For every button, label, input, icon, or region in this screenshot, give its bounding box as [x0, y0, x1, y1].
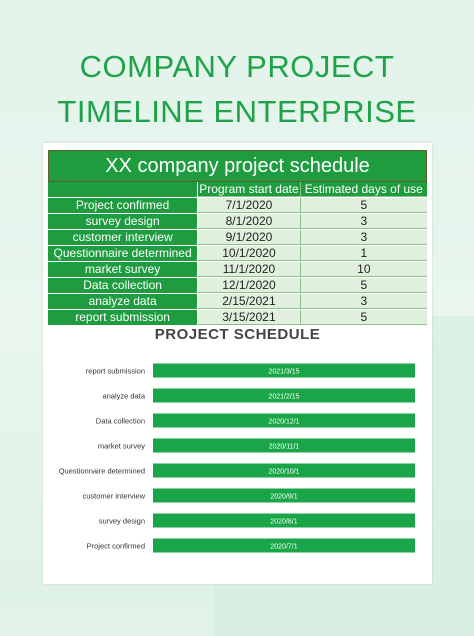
task-cell[interactable]: report submission	[48, 310, 198, 325]
days-cell[interactable]: 3	[301, 294, 427, 309]
task-cell[interactable]: survey design	[48, 214, 198, 229]
table-row	[48, 262, 427, 278]
bar-data-label: 2020/7/1	[270, 543, 298, 551]
start-date-cell[interactable]: 3/15/2021	[198, 310, 300, 325]
bar-data-label: 2021/2/15	[268, 393, 300, 401]
table-row	[48, 198, 427, 214]
start-date-cell[interactable]: 9/1/2020	[198, 230, 300, 245]
bar-data-label: 2021/3/15	[268, 368, 300, 376]
task-cell[interactable]: Data collection	[48, 278, 198, 293]
task-cell[interactable]: Project confirmed	[48, 198, 198, 213]
bar-data-label: 2020/9/1	[270, 493, 298, 501]
y-axis-category-label: Project confirmed	[86, 541, 145, 551]
table-row	[48, 278, 427, 294]
task-cell[interactable]: analyze data	[48, 294, 198, 309]
page-title-line-1: COMPANY PROJECT	[79, 49, 395, 84]
start-date-cell[interactable]: 2/15/2021	[198, 294, 300, 309]
bar-data-label: 2020/10/1	[268, 468, 300, 476]
days-cell[interactable]: 5	[301, 310, 427, 325]
table-header-row	[48, 182, 427, 198]
page-title-line-2: TIMELINE ENTERPRISE	[57, 94, 417, 129]
days-cell[interactable]: 3	[301, 230, 427, 245]
y-axis-category-label: analyze data	[102, 391, 145, 401]
page-title	[0, 44, 474, 134]
table-body	[48, 198, 427, 326]
y-axis-category-label: survey design	[98, 516, 145, 526]
schedule-table	[48, 150, 427, 326]
y-axis-category-label: Data collection	[95, 416, 145, 426]
header-cell-start-date[interactable]: Program start date	[198, 182, 300, 197]
header-cell-task[interactable]	[48, 182, 198, 197]
bar-data-label: 2020/8/1	[270, 518, 298, 526]
start-date-cell[interactable]: 7/1/2020	[198, 198, 300, 213]
days-cell[interactable]: 5	[301, 198, 427, 213]
days-cell[interactable]: 3	[301, 214, 427, 229]
y-axis-category-label: market survey	[97, 441, 145, 451]
chart-title: PROJECT SCHEDULE	[154, 326, 321, 343]
bar-data-label: 2020/12/1	[268, 418, 300, 426]
table-row	[48, 230, 427, 246]
days-cell[interactable]: 10	[301, 262, 427, 277]
header-cell-days[interactable]: Estimated days of use	[301, 182, 427, 197]
start-date-cell[interactable]: 12/1/2020	[198, 278, 300, 293]
table-row	[48, 246, 427, 262]
start-date-cell[interactable]: 11/1/2020	[198, 262, 300, 277]
bar-data-label: 2020/11/1	[268, 443, 300, 451]
days-cell[interactable]: 5	[301, 278, 427, 293]
start-date-cell[interactable]: 8/1/2020	[198, 214, 300, 229]
y-axis-category-label: report submission	[85, 366, 145, 376]
days-cell[interactable]: 1	[301, 246, 427, 261]
y-axis-category-label: customer interview	[82, 491, 145, 501]
task-cell[interactable]: customer interview	[48, 230, 198, 245]
spreadsheet-card	[43, 143, 432, 584]
table-row	[48, 214, 427, 230]
table-row	[48, 310, 427, 326]
schedule-bar-chart	[43, 348, 432, 578]
start-date-cell[interactable]: 10/1/2020	[198, 246, 300, 261]
task-cell[interactable]: Questionnaire determined	[48, 246, 198, 261]
y-axis-category-label: Questionnaire determined	[58, 466, 145, 476]
table-row	[48, 294, 427, 310]
table-title: XX company project schedule	[48, 150, 427, 182]
task-cell[interactable]: market survey	[48, 262, 198, 277]
